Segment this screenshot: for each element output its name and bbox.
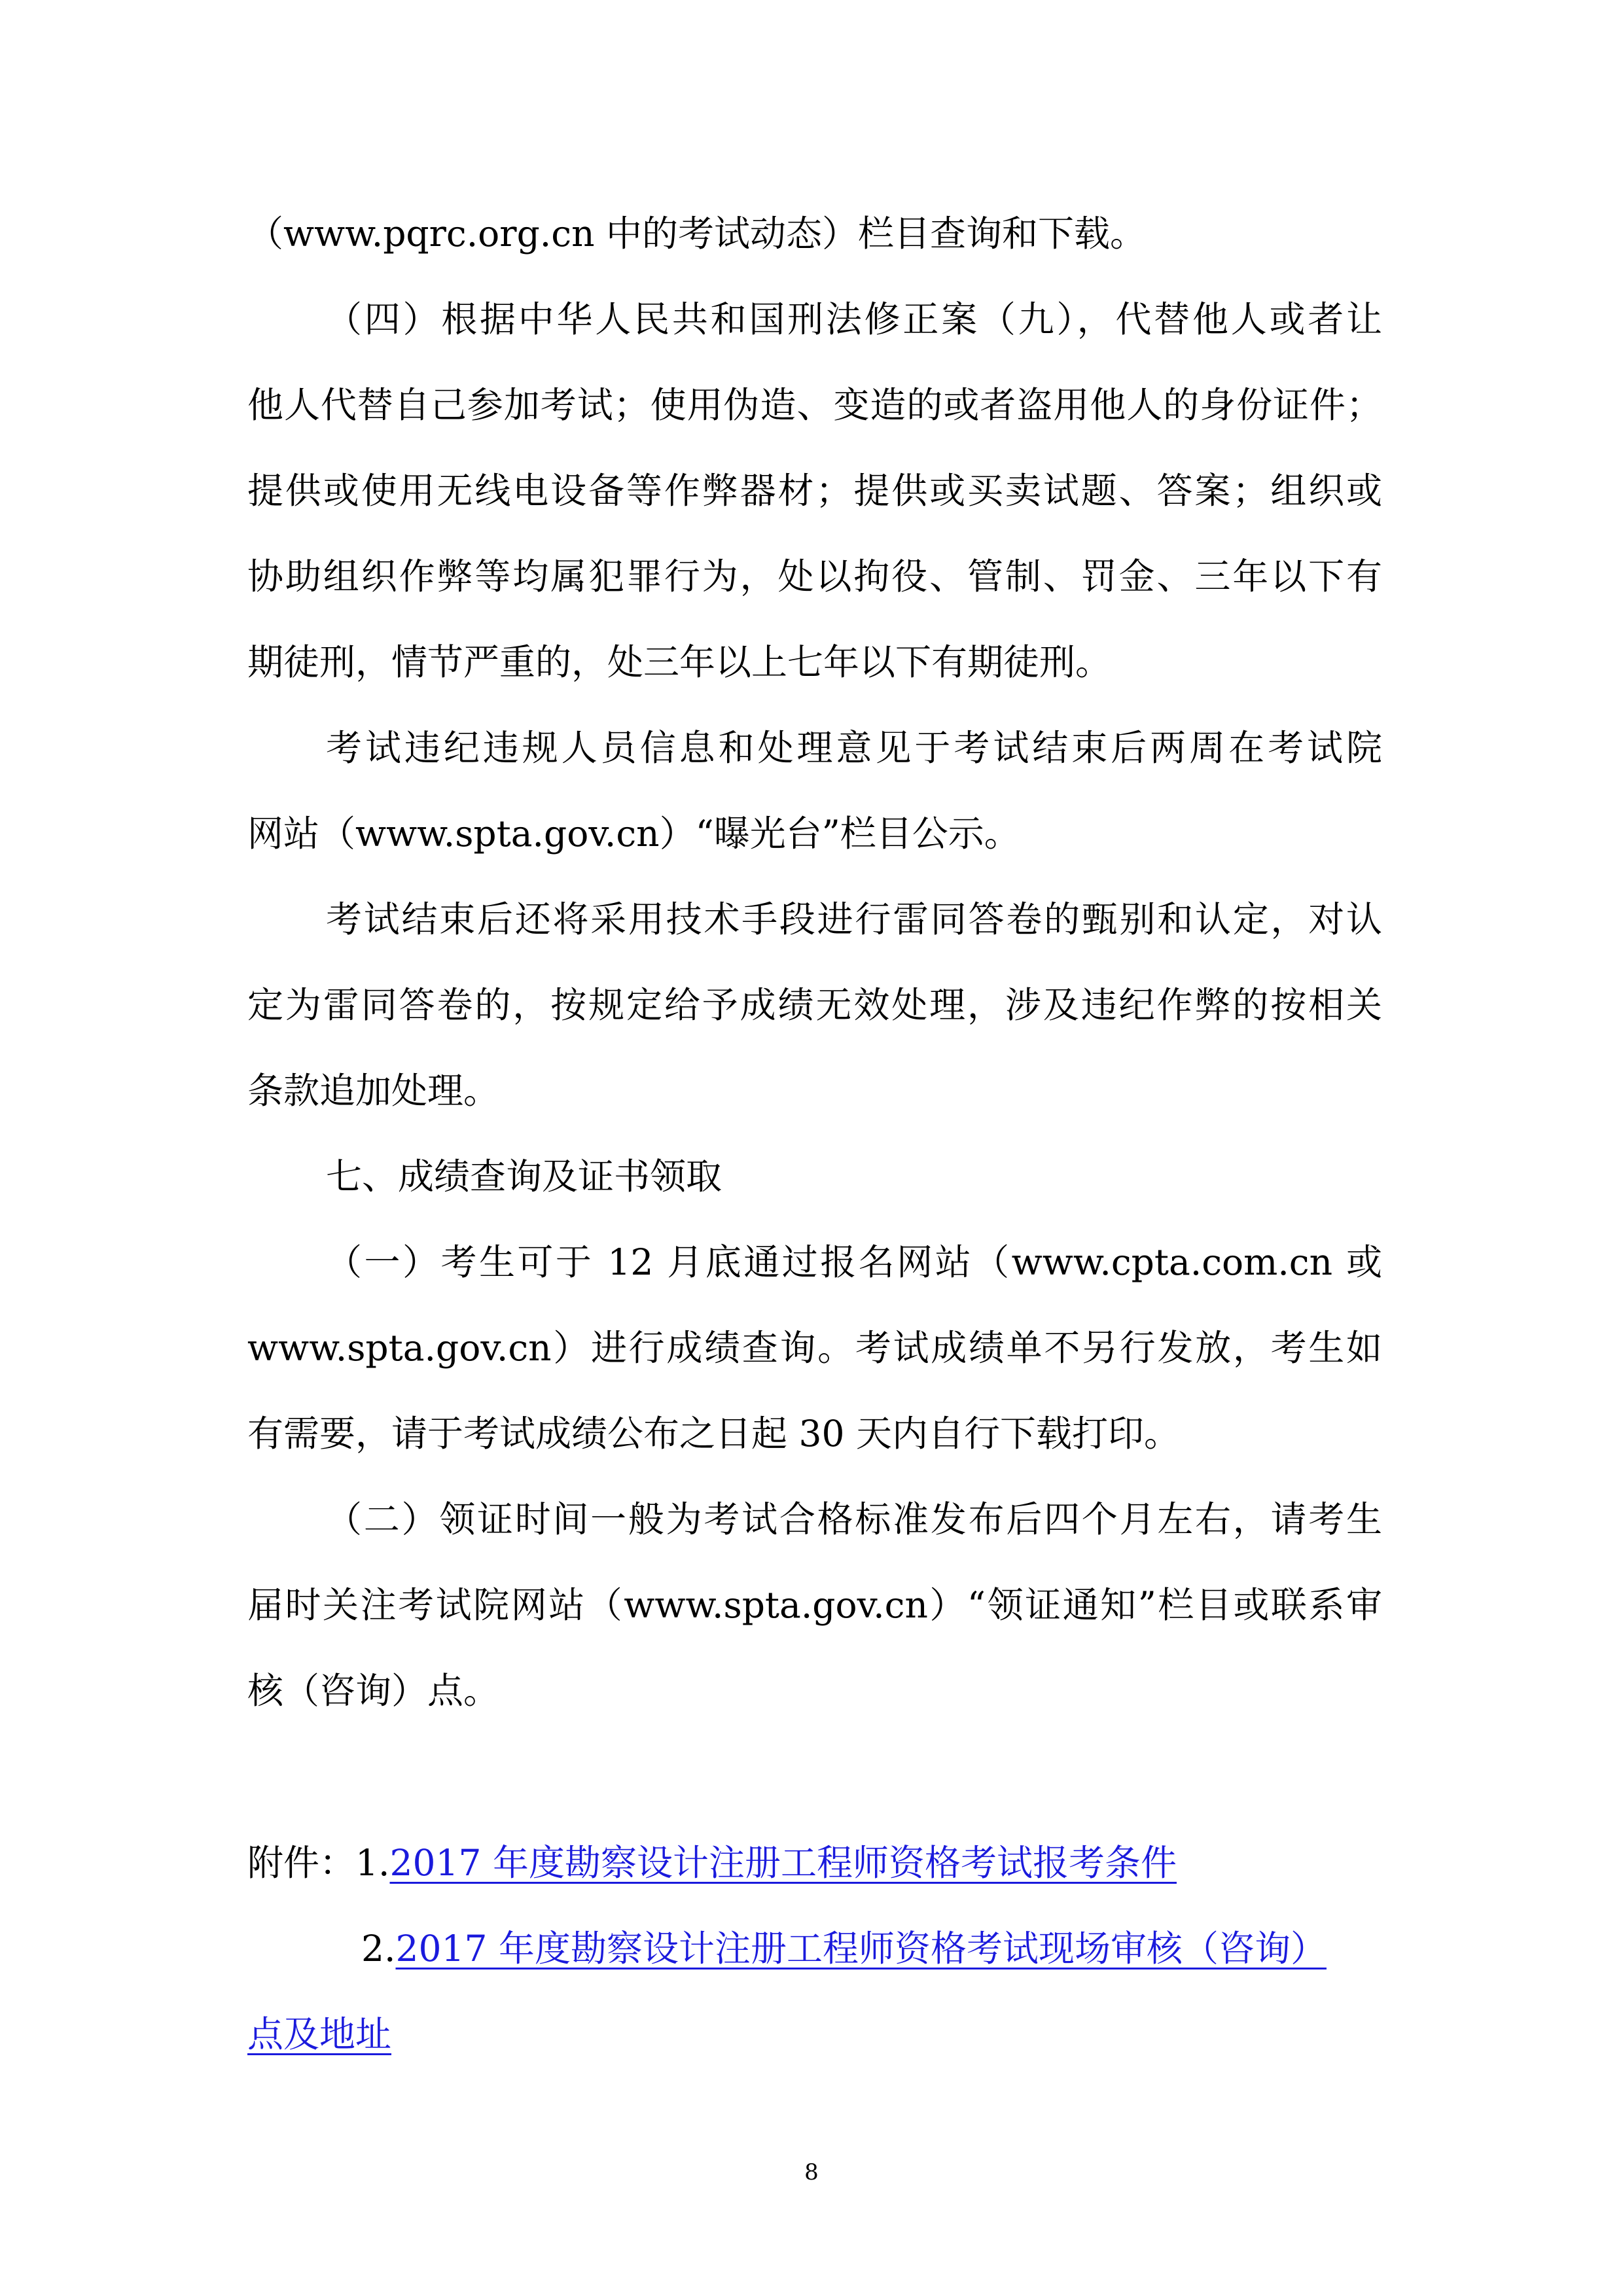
attachment-2-link-continued[interactable]: 点及地址 bbox=[247, 2013, 392, 2055]
paragraph-line: （四）根据中华人民共和国刑法修正案（九），代替他人或者让 bbox=[326, 298, 1382, 340]
attachment-line-2 bbox=[247, 1906, 1382, 1992]
paragraph-line: 核（咨询）点。 bbox=[247, 1670, 500, 1712]
paragraph-line: 考试违纪违规人员信息和处理意见于考试结束后两周在考试院 bbox=[326, 727, 1382, 769]
attachment-line-3 bbox=[247, 1992, 1382, 2077]
paragraph-line: （一）考生可于 12 月底通过报名网站（www.cpta.com.cn 或 bbox=[326, 1241, 1382, 1283]
paragraph-line: 定为雷同答卷的，按规定给予成绩无效处理，涉及违纪作弊的按相关 bbox=[247, 984, 1382, 1026]
paragraph-line: www.spta.gov.cn）进行成绩查询。考试成绩单不另行发放，考生如 bbox=[247, 1327, 1382, 1369]
paragraph-line: 考试结束后还将采用技术手段进行雷同答卷的甄别和认定，对认 bbox=[326, 898, 1382, 940]
page-number: 8 bbox=[804, 2159, 819, 2185]
paragraph-line: 协助组织作弊等均属犯罪行为，处以拘役、管制、罚金、三年以下有 bbox=[247, 556, 1382, 597]
paragraph-line: 他人代替自己参加考试；使用伪造、变造的或者盗用他人的身份证件； bbox=[247, 384, 1382, 426]
body-text bbox=[247, 191, 1382, 1734]
paragraph-line: 期徒刑，情节严重的，处三年以上七年以下有期徒刑。 bbox=[247, 641, 1112, 683]
attachment-2-number: 2. bbox=[361, 1928, 396, 1969]
paragraph-line: 提供或使用无线电设备等作弊器材；提供或买卖试题、答案；组织或 bbox=[247, 470, 1382, 512]
paragraph-line: 网站（www.spta.gov.cn）“曝光台”栏目公示。 bbox=[247, 813, 1020, 855]
attachments bbox=[247, 1820, 1382, 2077]
attachment-line-1 bbox=[247, 1820, 1382, 1906]
paragraph-line: （www.pqrc.org.cn 中的考试动态）栏目查询和下载。 bbox=[247, 213, 1146, 255]
attachment-2-link[interactable]: 2017 年度勘察设计注册工程师资格考试现场审核（咨询） bbox=[395, 1928, 1327, 1969]
paragraph-line: 条款追加处理。 bbox=[247, 1070, 500, 1112]
paragraph-line: 届时关注考试院网站（www.spta.gov.cn）“领证通知”栏目或联系审 bbox=[247, 1584, 1382, 1626]
attachment-1-link[interactable]: 2017 年度勘察设计注册工程师资格考试报考条件 bbox=[389, 1842, 1177, 1884]
attachment-label: 附件： bbox=[247, 1842, 356, 1884]
attachment-1-number: 1. bbox=[355, 1842, 390, 1884]
section-heading: 七、成绩查询及证书领取 bbox=[326, 1156, 722, 1197]
paragraph-line: （二）领证时间一般为考试合格标准发布后四个月左右，请考生 bbox=[326, 1498, 1382, 1540]
paragraph-line: 有需要，请于考试成绩公布之日起 30 天内自行下载打印。 bbox=[247, 1413, 1180, 1455]
